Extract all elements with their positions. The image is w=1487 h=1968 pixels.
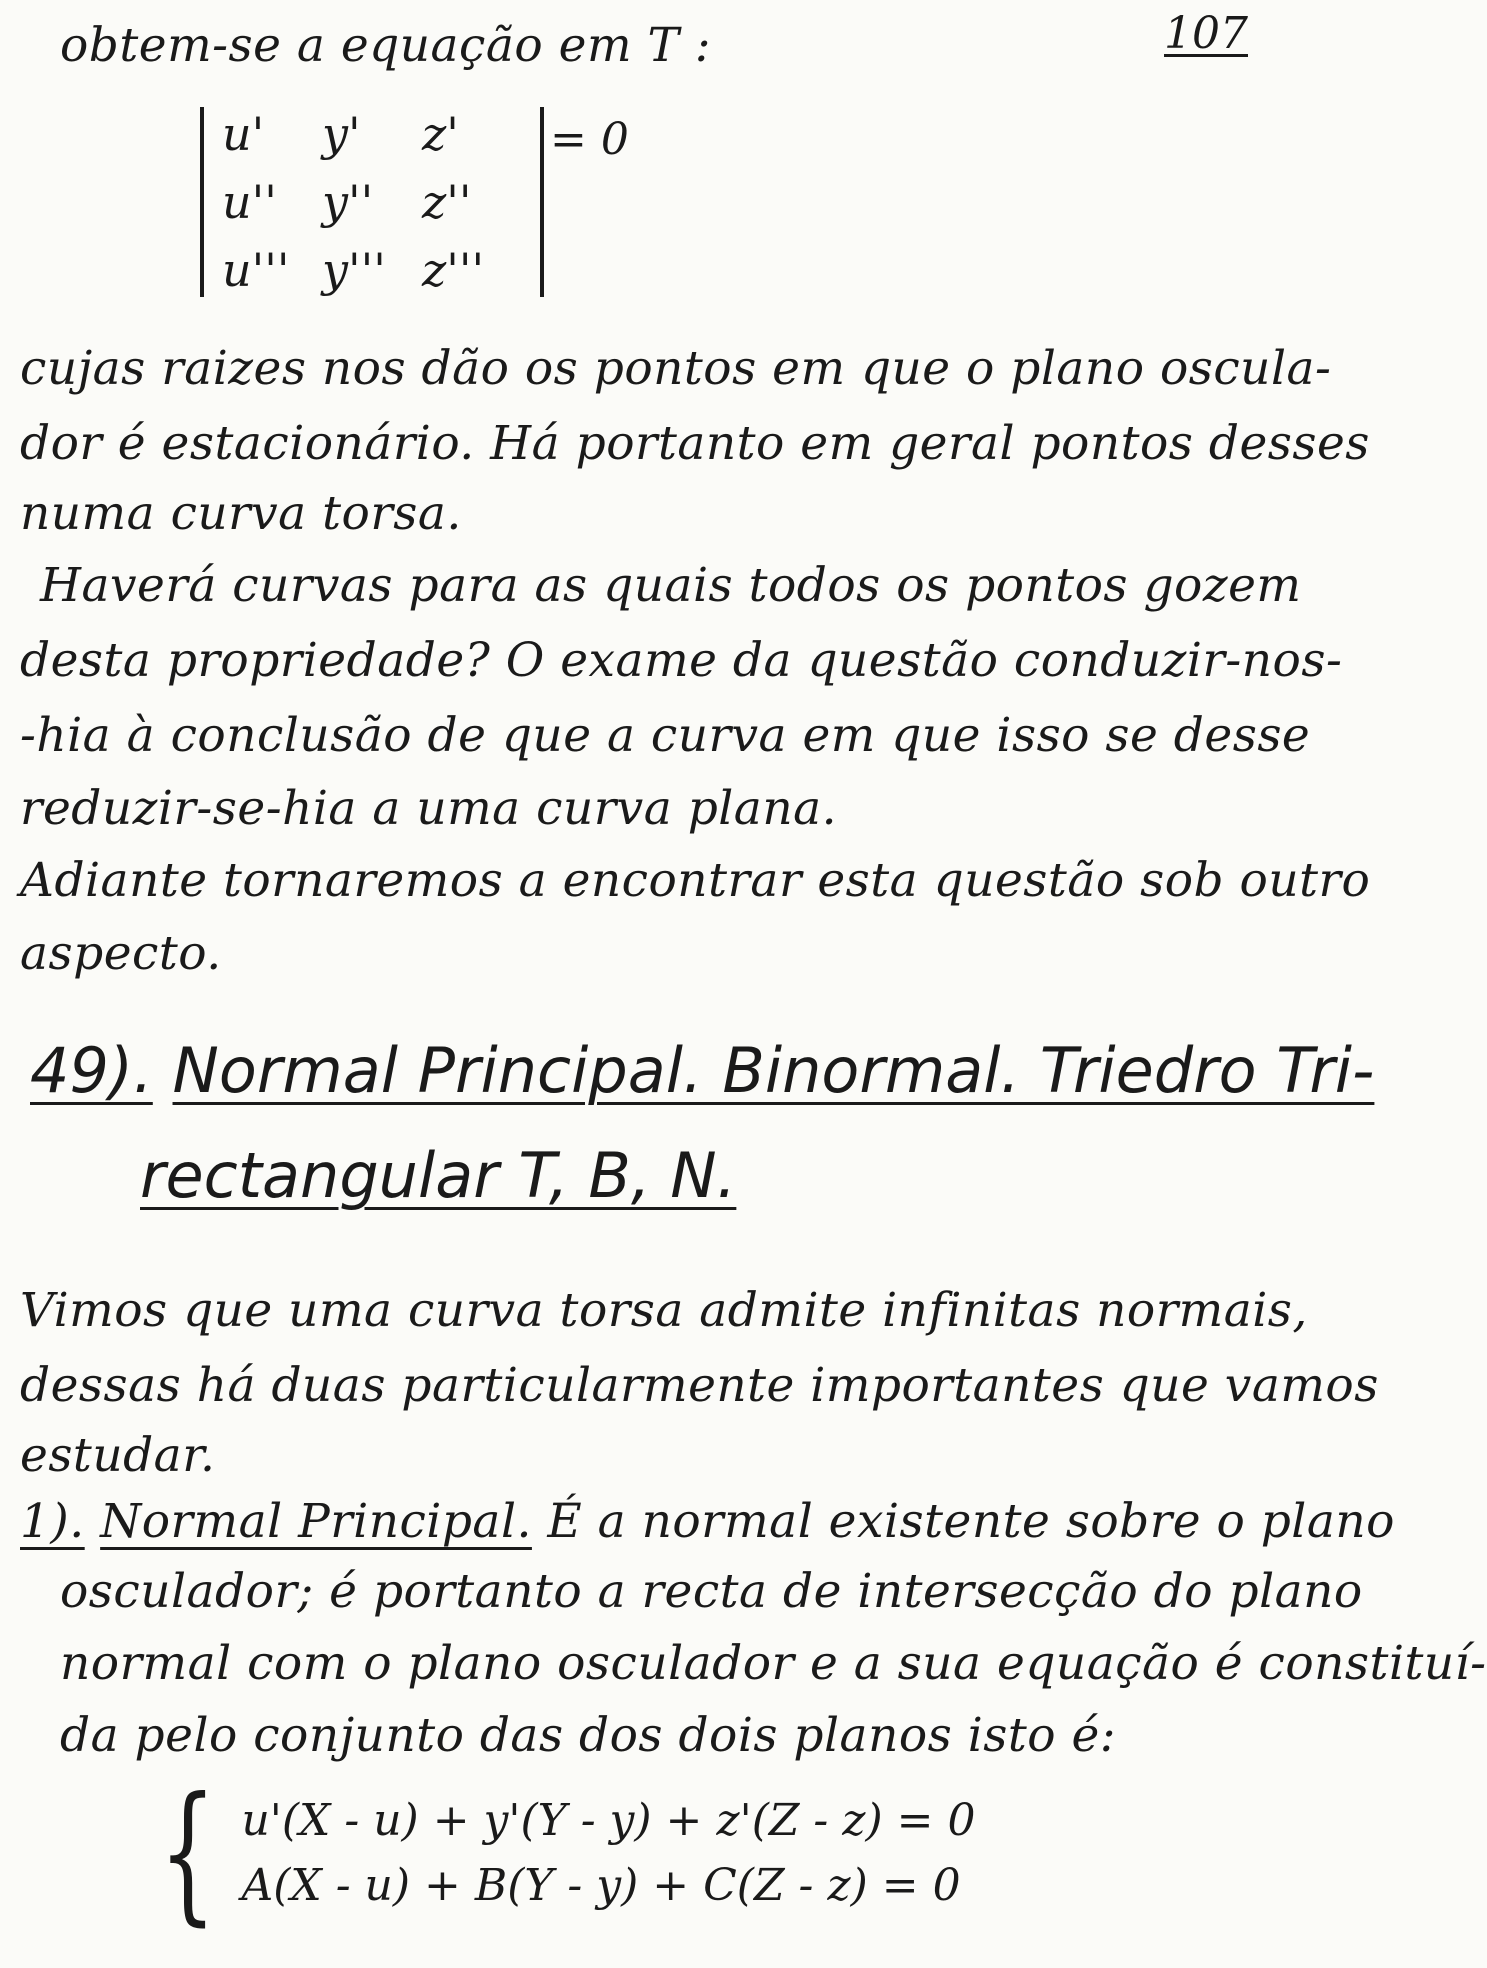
matrix-cell: y' [322, 107, 361, 161]
section-heading-continued [140, 1139, 737, 1212]
equation-rows [241, 1795, 975, 1911]
paragraph-line: numa curva torsa. [20, 486, 462, 541]
paragraph-line: aspecto. [20, 926, 222, 981]
matrix-cell: z''' [422, 243, 485, 297]
item-label: 1). [20, 1494, 85, 1549]
equation: A(X - u) + B(Y - y) + C(Z - z) = 0 [241, 1860, 961, 1911]
page-number: 107 [1164, 8, 1248, 59]
matrix-cell: z' [422, 107, 459, 161]
paragraph-line: estudar. [20, 1428, 216, 1483]
matrix-cell: u'' [222, 175, 277, 229]
paragraph-line: cujas raizes nos dão os pontos em que o plano oscula- [20, 341, 1332, 396]
paragraph-line: da pelo conjunto das dos dois planos isto é: [60, 1708, 1117, 1763]
paragraph-line: osculador; é portanto a recta de intersecção do plano [60, 1564, 1363, 1619]
equation: u'(X - u) + y'(Y - y) + z'(Z - z) = 0 [241, 1795, 976, 1846]
paragraph-line: Adiante tornaremos a encontrar esta questão sob outro [20, 853, 1371, 908]
section-number: 49). [30, 1034, 153, 1107]
matrix-cell: u''' [222, 243, 290, 297]
paragraph-line: desta propriedade? O exame da questão conduzir-nos- [20, 633, 1343, 688]
section-heading [30, 1034, 1375, 1107]
determinant-right-bar [540, 107, 544, 297]
determinant-grid [204, 100, 540, 304]
paragraph-line: Vimos que uma curva torsa admite infinitas normais, [20, 1283, 1308, 1338]
section-title-line2: rectangular T, B, N. [140, 1139, 737, 1212]
equation-system [140, 1766, 976, 1940]
paragraph-line: normal com o plano osculador e a sua equação é constituí- [60, 1636, 1487, 1691]
determinant [200, 100, 629, 304]
item-text: É a normal existente sobre o plano [547, 1494, 1395, 1549]
paragraph-line: -hia à conclusão de que a curva em que isso se desse [20, 708, 1311, 763]
matrix-cell: y'' [322, 175, 374, 229]
section-title-line1: Normal Principal. Binormal. Triedro Tri- [172, 1034, 1375, 1107]
paragraph-line: Haverá curvas para as quais todos os pontos gozem [40, 558, 1302, 613]
determinant-equals: = 0 [550, 114, 629, 165]
left-brace: { [159, 1766, 217, 1940]
item-first-line [20, 1494, 1395, 1549]
item-title: Normal Principal. [100, 1494, 532, 1549]
paragraph-line: dessas há duas particularmente importantes que vamos [20, 1358, 1379, 1413]
paragraph-line: dor é estacionário. Há portanto em geral pontos desses [20, 416, 1370, 471]
matrix-cell: y''' [322, 243, 386, 297]
intro-line: obtem-se a equação em T : [60, 18, 712, 73]
matrix-cell: u' [222, 107, 265, 161]
matrix-cell: z'' [422, 175, 472, 229]
paragraph-line: reduzir-se-hia a uma curva plana. [20, 781, 838, 836]
